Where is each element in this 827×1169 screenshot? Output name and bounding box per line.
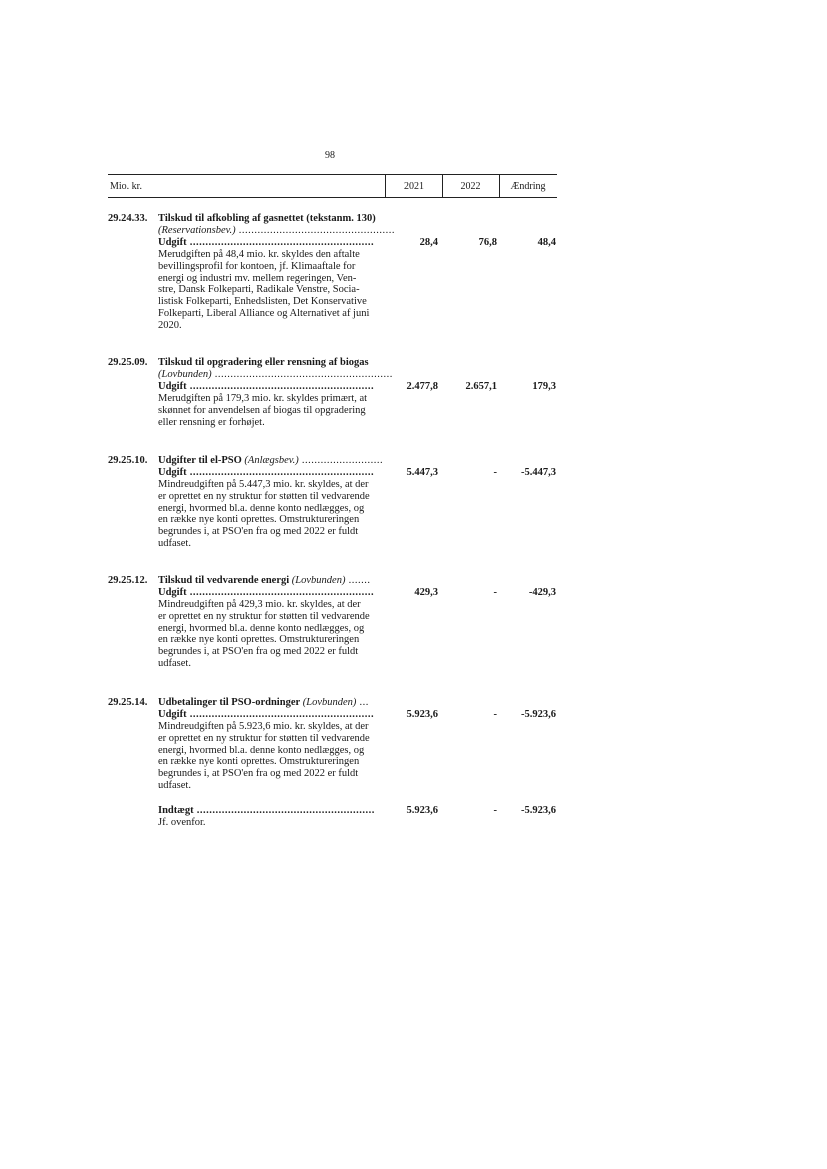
value-change: -5.923,6 xyxy=(521,709,556,720)
account-number: 29.25.10. xyxy=(108,455,148,466)
value-2022: 2.657,1 xyxy=(465,381,497,392)
value-change: -5.447,3 xyxy=(521,467,556,478)
expense-label: Udgift xyxy=(158,381,187,392)
account-number: 29.25.12. xyxy=(108,575,148,586)
header-change: Ændring xyxy=(510,181,546,192)
expense-row: Udgift ........................................................... 28,4 76,8 48,4 xyxy=(158,237,556,248)
header-top-rule xyxy=(108,174,557,175)
value-2021: 5.923,6 xyxy=(406,709,438,720)
header-bottom-rule xyxy=(108,197,557,198)
income-row: Indtægt ......................................................... 5.923,6 - -5.923,6 xyxy=(158,805,556,816)
account-title: Tilskud til afkobling af gasnettet (tekstanm. 130) xyxy=(158,213,376,224)
account-title: Udbetalinger til PSO-ordninger (Lovbunden) ... xyxy=(158,697,369,708)
expense-row: Udgift ........................................................... 5.923,6 - -5.923,6 xyxy=(158,709,556,720)
income-value-change: -5.923,6 xyxy=(521,805,556,816)
header-2022: 2022 xyxy=(460,181,481,192)
value-2022: 76,8 xyxy=(478,237,497,248)
expense-label: Udgift xyxy=(158,467,187,478)
account-title: Udgifter til el-PSO (Anlægsbev.) .......................... xyxy=(158,455,384,466)
account-number: 29.25.09. xyxy=(108,357,148,368)
explanation-text: Merudgiften på 48,4 mio. kr. skyldes den aftalte bevillingsprofil for kontoen, jf. Klimaaftale for energi og industri mv. mellem regeringen, Ven- stre, Dansk Folkeparti, Radikale Venstre, Socia- listisk Folkeparti, Enhedslisten, Det Konservative Folkeparti, Liberal Alliance og Alternativet af juni 2020. xyxy=(158,249,370,331)
value-change: 179,3 xyxy=(532,381,556,392)
value-2021: 429,3 xyxy=(414,587,438,598)
value-2021: 28,4 xyxy=(419,237,438,248)
account-number: 29.24.33. xyxy=(108,213,148,224)
account-subtitle: (Reservationsbev.) .................................................. xyxy=(158,225,396,236)
expense-row: Udgift ........................................................... 429,3 - -429,3 xyxy=(158,587,556,598)
expense-label: Udgift xyxy=(158,709,187,720)
account-number: 29.25.14. xyxy=(108,697,148,708)
expense-label: Udgift xyxy=(158,237,187,248)
explanation-text: Merudgiften på 179,3 mio. kr. skyldes primært, at skønnet for anvendelsen af biogas til opgradering eller rensning er forhøjet. xyxy=(158,393,368,428)
value-2022: - xyxy=(493,587,497,598)
value-2021: 2.477,8 xyxy=(406,381,438,392)
value-change: -429,3 xyxy=(528,587,556,598)
header-unit: Mio. kr. xyxy=(110,181,142,192)
value-change: 48,4 xyxy=(537,237,556,248)
account-title: Tilskud til vedvarende energi (Lovbunden) ....... xyxy=(158,575,371,586)
value-2022: - xyxy=(493,467,497,478)
income-note: Jf. ovenfor. xyxy=(158,817,206,828)
income-value-2022: - xyxy=(493,805,497,816)
expense-row: Udgift ........................................................... 2.477,8 2.657,1 179,3 xyxy=(158,381,556,392)
expense-label: Udgift xyxy=(158,587,187,598)
expense-row: Udgift ........................................................... 5.447,3 - -5.447,3 xyxy=(158,467,556,478)
account-title: Tilskud til opgradering eller rensning af biogas xyxy=(158,357,369,368)
income-label: Indtægt xyxy=(158,805,194,816)
value-2021: 5.447,3 xyxy=(406,467,438,478)
page-number: 98 xyxy=(325,150,335,161)
income-value-2021: 5.923,6 xyxy=(406,805,438,816)
value-2022: - xyxy=(493,709,497,720)
explanation-text: Mindreudgiften på 429,3 mio. kr. skyldes, at der er oprettet en ny struktur for støtten til vedvarende energi, hvormed bl.a. denne konto nedlægges, og en række nye konti oprettes. Omstruktureringen begrundes i, at PSO'en fra og med 2022 er fuldt udfaset. xyxy=(158,599,370,669)
explanation-text: Mindreudgiften på 5.923,6 mio. kr. skyldes, at der er oprettet en ny struktur for støtten til vedvarende energi, hvormed bl.a. denne konto nedlægges, og en række nye konti oprettes. Omstruktureringen begrundes i, at PSO'en fra og med 2022 er fuldt udfaset. xyxy=(158,721,370,791)
header-2021: 2021 xyxy=(404,181,424,192)
explanation-text: Mindreudgiften på 5.447,3 mio. kr. skyldes, at der er oprettet en ny struktur for støtten til vedvarende energi, hvormed bl.a. denne konto nedlægges, og en række nye konti oprettes. Omstruktureringen begrundes i, at PSO'en fra og med 2022 er fuldt udfaset. xyxy=(158,479,370,549)
account-subtitle: (Lovbunden) ......................................................... xyxy=(158,369,393,380)
